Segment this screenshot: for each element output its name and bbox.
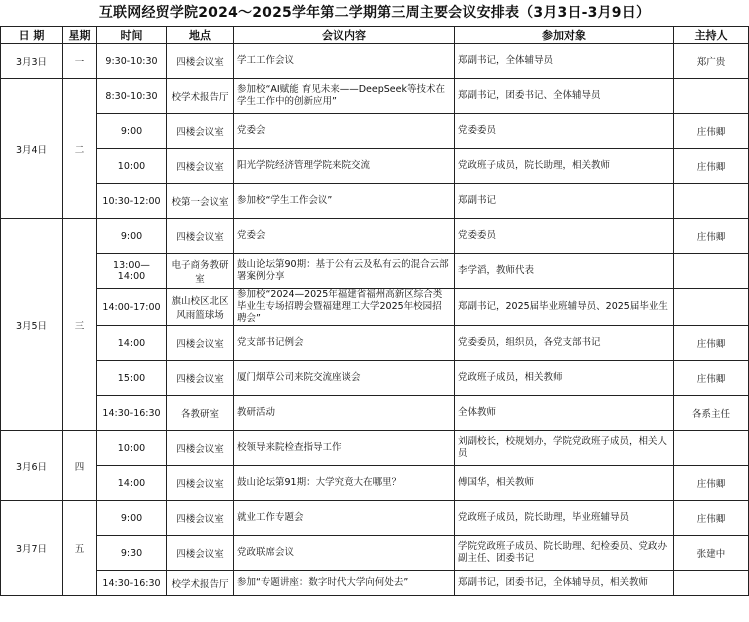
content-cell: 校领导来院检查指导工作: [234, 431, 455, 466]
header-content: 会议内容: [234, 27, 455, 44]
time-cell: 9:30-10:30: [97, 44, 167, 79]
place-cell: 校学术报告厅: [167, 79, 234, 114]
content-cell: 教研活动: [234, 396, 455, 431]
attendees-cell: 李学滔，教师代表: [455, 254, 674, 289]
host-cell: [674, 431, 749, 466]
time-cell: 14:30-16:30: [97, 571, 167, 596]
weekday-cell: 五: [63, 501, 97, 596]
content-cell: 党委会: [234, 219, 455, 254]
header-date: 日 期: [1, 27, 63, 44]
header-weekday: 星期: [63, 27, 97, 44]
place-cell: 四楼会议室: [167, 361, 234, 396]
host-cell: [674, 571, 749, 596]
time-cell: 13:00—14:00: [97, 254, 167, 289]
table-row: [1, 396, 749, 431]
content-cell: 鼓山论坛第90期：基于公有云及私有云的混合云部署案例分享: [234, 254, 455, 289]
attendees-cell: 党政班子成员，院长助理，毕业班辅导员: [455, 501, 674, 536]
time-cell: 10:00: [97, 149, 167, 184]
content-cell: 鼓山论坛第91期：大学究竟大在哪里？: [234, 466, 455, 501]
content-cell: 参加校“AI赋能 育见未来——DeepSeek等技术在学生工作中的创新应用”: [234, 79, 455, 114]
weekday-cell: 二: [63, 79, 97, 219]
host-cell: 庄伟卿: [674, 219, 749, 254]
attendees-cell: 傅国华，相关教师: [455, 466, 674, 501]
place-cell: 四楼会议室: [167, 219, 234, 254]
table-row: [1, 79, 749, 114]
time-cell: 9:30: [97, 536, 167, 571]
meeting-schedule-table: [0, 26, 749, 596]
place-cell: 电子商务教研室: [167, 254, 234, 289]
table-row: [1, 254, 749, 289]
table-row: [1, 289, 749, 326]
table-row: [1, 114, 749, 149]
date-cell: 3月4日: [1, 79, 63, 219]
date-cell: 3月6日: [1, 431, 63, 501]
table-row: [1, 361, 749, 396]
time-cell: 14:00-17:00: [97, 289, 167, 326]
host-cell: 庄伟卿: [674, 149, 749, 184]
table-row: [1, 184, 749, 219]
place-cell: 四楼会议室: [167, 149, 234, 184]
date-cell: 3月7日: [1, 501, 63, 596]
time-cell: 14:30-16:30: [97, 396, 167, 431]
date-cell: 3月3日: [1, 44, 63, 79]
weekday-cell: 一: [63, 44, 97, 79]
host-cell: 庄伟卿: [674, 114, 749, 149]
time-cell: 8:30-10:30: [97, 79, 167, 114]
place-cell: 各教研室: [167, 396, 234, 431]
header-time: 时间: [97, 27, 167, 44]
table-row: [1, 571, 749, 596]
content-cell: 学工工作会议: [234, 44, 455, 79]
attendees-cell: 郑副书记，团委书记、全体辅导员: [455, 79, 674, 114]
date-cell: 3月5日: [1, 219, 63, 431]
content-cell: 党政联席会议: [234, 536, 455, 571]
content-cell: 党委会: [234, 114, 455, 149]
attendees-cell: 郑副书记，全体辅导员: [455, 44, 674, 79]
place-cell: 四楼会议室: [167, 466, 234, 501]
page-title: 互联网经贸学院2024～2025学年第二学期第三周主要会议安排表（3月3日-3月9日）: [98, 5, 651, 21]
place-cell: 四楼会议室: [167, 501, 234, 536]
weekday-cell: 三: [63, 219, 97, 431]
content-cell: 就业工作专题会: [234, 501, 455, 536]
host-cell: 庄伟卿: [674, 466, 749, 501]
attendees-cell: 全体教师: [455, 396, 674, 431]
host-cell: 庄伟卿: [674, 501, 749, 536]
attendees-cell: 党政班子成员，院长助理，相关教师: [455, 149, 674, 184]
attendees-cell: 学院党政班子成员、院长助理、纪检委员、党政办副主任、团委书记: [455, 536, 674, 571]
table-row: [1, 501, 749, 536]
place-cell: 旗山校区北区风雨篮球场: [167, 289, 234, 326]
place-cell: 四楼会议室: [167, 536, 234, 571]
time-cell: 9:00: [97, 114, 167, 149]
header-place: 地点: [167, 27, 234, 44]
place-cell: 四楼会议室: [167, 114, 234, 149]
time-cell: 10:00: [97, 431, 167, 466]
table-row: [1, 466, 749, 501]
table-row: [1, 536, 749, 571]
place-cell: 四楼会议室: [167, 431, 234, 466]
table-row: [1, 44, 749, 79]
table-row: [1, 149, 749, 184]
attendees-cell: 郑副书记: [455, 184, 674, 219]
host-cell: [674, 79, 749, 114]
host-cell: 张建中: [674, 536, 749, 571]
attendees-cell: 郑副书记，团委书记，全体辅导员，相关教师: [455, 571, 674, 596]
host-cell: 各系主任: [674, 396, 749, 431]
time-cell: 14:00: [97, 466, 167, 501]
host-cell: [674, 184, 749, 219]
place-cell: 四楼会议室: [167, 44, 234, 79]
time-cell: 15:00: [97, 361, 167, 396]
time-cell: 9:00: [97, 219, 167, 254]
table-row: [1, 219, 749, 254]
attendees-cell: 刘副校长，校规划办，学院党政班子成员，相关人员: [455, 431, 674, 466]
content-cell: 参加校“2024—2025年福建省福州高新区综合类毕业生专场招聘会暨福建理工大学2025年校园招聘会”: [234, 289, 455, 326]
content-cell: 参加“专题讲座：数字时代大学向何处去”: [234, 571, 455, 596]
place-cell: 校学术报告厅: [167, 571, 234, 596]
content-cell: 参加校“学生工作会议”: [234, 184, 455, 219]
attendees-cell: 郑副书记，2025届毕业班辅导员、2025届毕业生: [455, 289, 674, 326]
time-cell: 9:00: [97, 501, 167, 536]
table-row: [1, 326, 749, 361]
attendees-cell: 党政班子成员，相关教师: [455, 361, 674, 396]
attendees-cell: 党委委员，组织员，各党支部书记: [455, 326, 674, 361]
time-cell: 10:30-12:00: [97, 184, 167, 219]
host-cell: 庄伟卿: [674, 326, 749, 361]
content-cell: 厦门烟草公司来院交流座谈会: [234, 361, 455, 396]
time-cell: 14:00: [97, 326, 167, 361]
content-cell: 阳光学院经济管理学院来院交流: [234, 149, 455, 184]
attendees-cell: 党委委员: [455, 219, 674, 254]
table-header-row: [1, 27, 749, 44]
weekday-cell: 四: [63, 431, 97, 501]
header-attendees: 参加对象: [455, 27, 674, 44]
host-cell: 郑广贵: [674, 44, 749, 79]
place-cell: 四楼会议室: [167, 326, 234, 361]
attendees-cell: 党委委员: [455, 114, 674, 149]
host-cell: [674, 254, 749, 289]
content-cell: 党支部书记例会: [234, 326, 455, 361]
place-cell: 校第一会议室: [167, 184, 234, 219]
table-row: [1, 431, 749, 466]
host-cell: [674, 289, 749, 326]
header-host: 主持人: [674, 27, 749, 44]
host-cell: 庄伟卿: [674, 361, 749, 396]
